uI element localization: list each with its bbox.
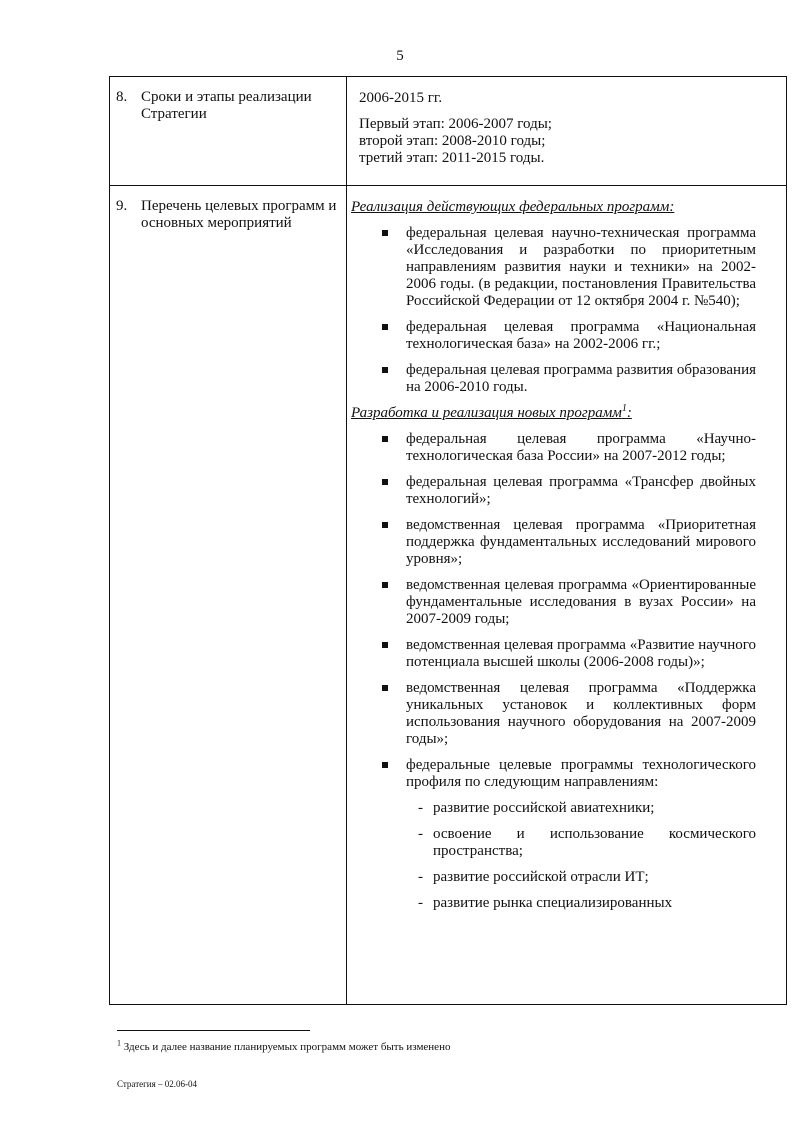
- row-content-cell: [347, 186, 787, 1005]
- direction-text: развитие российской отрасли ИТ;: [433, 869, 649, 885]
- strategy-passport-table: [109, 76, 787, 1005]
- square-bullet-icon: [382, 685, 388, 691]
- list-item: [418, 826, 756, 860]
- square-bullet-icon: [382, 324, 388, 330]
- page-number: 5: [396, 48, 404, 64]
- list-item: [406, 637, 756, 671]
- footnote-text: Здесь и далее название планируемых программ может быть изменено: [121, 1041, 451, 1053]
- program-text: федеральная целевая программа развития образования на 2006-2010 годы.: [406, 362, 756, 395]
- dash-bullet-icon: -: [418, 895, 423, 911]
- square-bullet-icon: [382, 367, 388, 373]
- program-text: ведомственная целевая программа «Развитие научного потенциала высшей школы (2006-2008 годы)»;: [406, 637, 756, 670]
- square-bullet-icon: [382, 436, 388, 442]
- footnote-ref: 1: [621, 403, 627, 414]
- new-programs-heading-suffix: :: [626, 405, 632, 421]
- row-label-cell: [110, 186, 347, 1005]
- program-text: ведомственная целевая программа «Поддержка уникальных установок и коллективных форм использования научного оборудования на 2007-2009 годы»;: [406, 680, 756, 747]
- program-text: федеральная целевая программа «Научно-технологическая база России» на 2007-2012 годы;: [406, 431, 756, 464]
- square-bullet-icon: [382, 762, 388, 768]
- program-text: ведомственная целевая программа «Приоритетная поддержка фундаментальных исследований мирового уровня»;: [406, 517, 756, 567]
- square-bullet-icon: [382, 230, 388, 236]
- row-number: 9.: [116, 198, 128, 214]
- list-item: [418, 895, 756, 912]
- dash-bullet-icon: -: [418, 800, 423, 816]
- list-item: [406, 362, 756, 396]
- program-text: федеральная целевая программа «Национальная технологическая база» на 2002-2006 гг.;: [406, 319, 756, 352]
- direction-text: развитие рынка специализированных: [433, 895, 673, 911]
- program-text: ведомственная целевая программа «Ориентированные фундаментальные исследования в вузах России» на 2007-2009 годы;: [406, 577, 756, 627]
- total-period: 2006-2015 гг.: [359, 90, 443, 106]
- row-title: Сроки и этапы реализации Стратегии: [141, 89, 312, 122]
- existing-programs-list: [351, 225, 756, 396]
- list-item: [406, 431, 756, 465]
- footnote-marker: 1: [117, 1038, 121, 1048]
- program-text: федеральная целевая программа «Трансфер двойных технологий»;: [406, 474, 756, 507]
- new-programs-heading-text: Разработка и реализация новых программ: [351, 405, 622, 421]
- list-item: [418, 800, 756, 817]
- existing-programs-heading: Реализация действующих федеральных программ:: [351, 199, 675, 215]
- square-bullet-icon: [382, 479, 388, 485]
- row-label-cell: [110, 77, 347, 186]
- stage-line: Первый этап: 2006-2007 годы;: [359, 116, 552, 132]
- list-item: [406, 474, 756, 508]
- square-bullet-icon: [382, 522, 388, 528]
- direction-text: освоение и использование космического пространства;: [433, 826, 756, 859]
- tech-directions-list: [406, 800, 756, 912]
- program-text: федеральная целевая научно-техническая программа «Исследования и разработки по приоритетным направлениям развития науки и техники» на 2002-2006 годы. (в редакции, постановления Правительства Российской Федерации от 12 октября 2004 г. №540);: [406, 225, 756, 309]
- dash-bullet-icon: -: [418, 826, 423, 842]
- row-content-cell: [347, 77, 787, 186]
- document-id: Стратегия – 02.06-04: [117, 1079, 198, 1089]
- new-programs-heading: [351, 405, 756, 422]
- list-item: [406, 225, 756, 310]
- row-number: 8.: [116, 89, 128, 105]
- list-item: [406, 577, 756, 628]
- list-item: [418, 869, 756, 886]
- table-row: [110, 186, 787, 1005]
- stage-line: второй этап: 2008-2010 годы;: [359, 133, 546, 149]
- table-row: [110, 77, 787, 186]
- square-bullet-icon: [382, 642, 388, 648]
- dash-bullet-icon: -: [418, 869, 423, 885]
- program-text: федеральные целевые программы технологического профиля по следующим направлениям:: [406, 757, 756, 790]
- list-item: [406, 680, 756, 748]
- list-item: [406, 517, 756, 568]
- footnote: [117, 1038, 451, 1054]
- square-bullet-icon: [382, 582, 388, 588]
- list-item: [406, 319, 756, 353]
- row-title: Перечень целевых программ и основных мероприятий: [141, 198, 337, 231]
- list-item: [406, 757, 756, 912]
- footnote-divider: [117, 1030, 310, 1031]
- direction-text: развитие российской авиатехники;: [433, 800, 655, 816]
- new-programs-list: [351, 431, 756, 912]
- stage-line: третий этап: 2011-2015 годы.: [359, 150, 545, 166]
